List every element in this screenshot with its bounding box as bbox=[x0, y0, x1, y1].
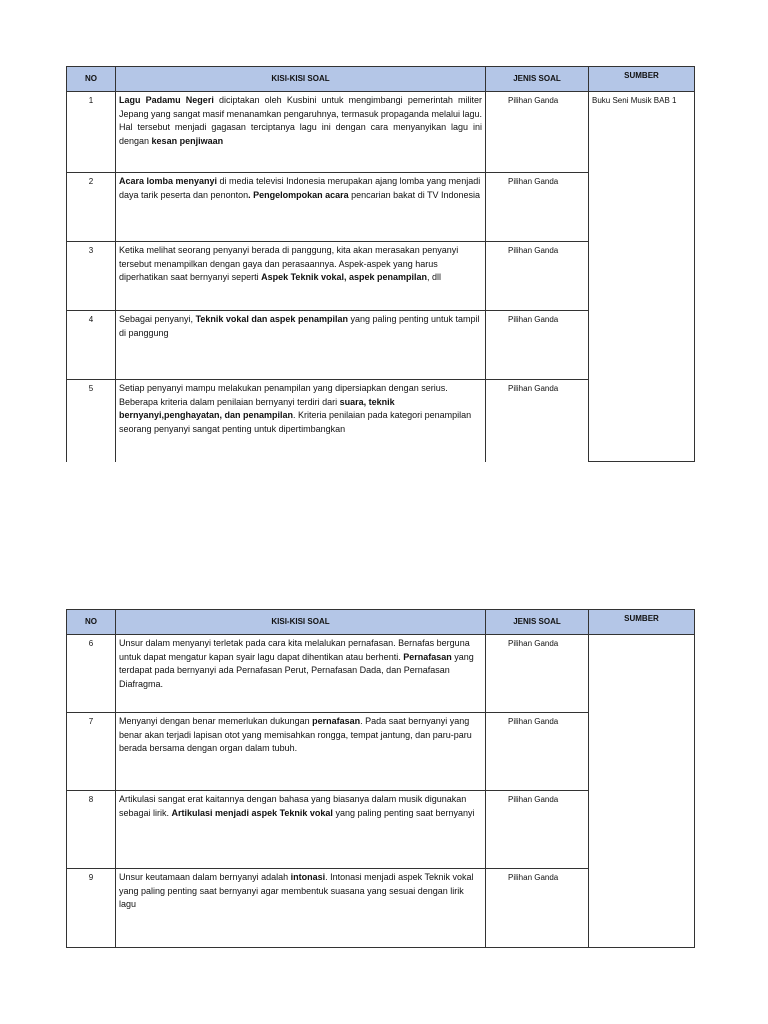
row-question-type: Pilihan Ganda bbox=[486, 173, 589, 242]
row-description bbox=[116, 173, 486, 242]
row-question-type: Pilihan Ganda bbox=[486, 635, 589, 713]
row-number: 9 bbox=[67, 869, 116, 948]
kisi-kisi-table-2 bbox=[66, 609, 695, 948]
text-segment: yang terdapat pada bernyanyi ada Pernafasan Perut, Pernafasan Dada, dan Pernafasan Diafragma. bbox=[119, 651, 474, 689]
bold-text-segment: Pernafasan bbox=[403, 651, 452, 662]
row-description bbox=[116, 380, 486, 462]
bold-text-segment: kesan penjiwaan bbox=[151, 135, 224, 146]
text-segment: Sebagai penyanyi, bbox=[119, 314, 196, 324]
row-description bbox=[116, 713, 486, 791]
row-number: 8 bbox=[67, 791, 116, 869]
row-number: 7 bbox=[67, 713, 116, 791]
bold-text-segment: Acara lomba menyanyi bbox=[119, 176, 218, 186]
row-question-type: Pilihan Ganda bbox=[486, 242, 589, 311]
text-segment: yang paling penting saat bernyanyi bbox=[332, 807, 475, 818]
row-question-type: Pilihan Ganda bbox=[486, 380, 589, 462]
header-kisi-kisi-soal: KISI-KISI SOAL bbox=[116, 67, 486, 92]
row-description bbox=[116, 791, 486, 869]
header-jenis-soal: JENIS SOAL bbox=[486, 67, 589, 92]
header-no: NO bbox=[67, 67, 116, 92]
row-number: 4 bbox=[67, 311, 116, 380]
text-segment: Unsur keutamaan dalam bernyanyi adalah bbox=[119, 872, 291, 882]
header-sumber: SUMBER bbox=[589, 610, 695, 635]
text-segment: Menyanyi dengan benar memerlukan dukungan bbox=[119, 716, 313, 726]
header-jenis-soal: JENIS SOAL bbox=[486, 610, 589, 635]
text-segment: . Intonasi menjadi aspek Teknik vokal yang paling penting saat bernyanyi agar membentuk suasana yang sesuai dengan lirik lagu bbox=[119, 872, 474, 909]
row-question-type: Pilihan Ganda bbox=[486, 713, 589, 791]
sumber-cell bbox=[589, 635, 695, 948]
bold-text-segment: Lagu Padamu Negeri bbox=[119, 95, 214, 105]
row-number: 3 bbox=[67, 242, 116, 311]
bold-text-segment: Artikulasi menjadi aspek Teknik vokal bbox=[171, 807, 333, 818]
table-row bbox=[67, 635, 695, 713]
row-number: 6 bbox=[67, 635, 116, 713]
text-segment: , dll bbox=[427, 272, 442, 282]
row-question-type: Pilihan Ganda bbox=[486, 869, 589, 948]
row-description bbox=[116, 635, 486, 713]
bold-text-segment: Teknik vokal dan aspek penampilan bbox=[195, 314, 348, 324]
row-description bbox=[116, 92, 486, 173]
kisi-kisi-table-1 bbox=[66, 66, 695, 462]
row-number: 2 bbox=[67, 173, 116, 242]
row-question-type: Pilihan Ganda bbox=[486, 92, 589, 173]
bold-text-segment: . Pengelompokan acara bbox=[248, 189, 349, 200]
text-segment: . Pada saat bernyanyi yang benar akan terjadi lapisan otot yang memisahkan rongga, tempat jantung, dan paru-paru berada bersama dengan organ dalam tubuh. bbox=[119, 716, 472, 753]
table-row bbox=[67, 92, 695, 173]
text-segment: pencarian bakat di TV Indonesia bbox=[348, 189, 481, 200]
text-segment: Setiap penyanyi mampu melakukan penampilan yang dipersiapkan dengan serius. Beberapa kriteria dalam penilaian bernyanyi terdiri dari bbox=[119, 383, 448, 407]
header-no: NO bbox=[67, 610, 116, 635]
bold-text-segment: suara, teknik bernyanyi,penghayatan, dan penampilan bbox=[119, 396, 395, 420]
row-question-type: Pilihan Ganda bbox=[486, 311, 589, 380]
text-segment: . Kriteria penilaian pada kategori penampilan seorang penyanyi sangat penting untuk dipertimbangkan bbox=[119, 410, 472, 434]
text-segment: Unsur dalam menyanyi terletak pada cara kita melalukan pernafasan. Bernafas berguna untuk dapat mengatur kapan syair lagu dapat dihentikan atau berhenti. bbox=[119, 638, 470, 662]
row-description bbox=[116, 311, 486, 380]
header-sumber: SUMBER bbox=[589, 67, 695, 92]
bold-text-segment: pernafasan bbox=[312, 716, 361, 726]
bold-text-segment: Aspek Teknik vokal, aspek penampilan bbox=[261, 272, 427, 282]
text-segment: Ketika melihat seorang penyanyi berada di panggung, kita akan merasakan penyanyi tersebut menampilkan dengan gaya dan perasaannya. Aspek-aspek yang harus diperhatikan saat bernyanyi seperti bbox=[119, 245, 459, 282]
row-description bbox=[116, 869, 486, 948]
text-segment: di media televisi Indonesia merupakan ajang lomba yang menjadi daya tarik peserta dan penonton bbox=[119, 176, 481, 200]
text-segment: yang paling penting untuk tampil di panggung bbox=[119, 314, 480, 338]
text-segment: Artikulasi sangat erat kaitannya dengan bahasa yang biasanya dalam musik digunakan sebagai lirik. bbox=[119, 794, 467, 818]
row-question-type: Pilihan Ganda bbox=[486, 791, 589, 869]
header-kisi-kisi-soal: KISI-KISI SOAL bbox=[116, 610, 486, 635]
text-segment: diciptakan oleh Kusbini untuk mengimbangi pemerintah militer Jepang yang sangat masif menanamkan pengaruhnya, termasuk propaganda melalui lagu. Hal tersebut menjadi gagasan terciptanya lagu ini dengan cara menyanyikan lagu ini dengan bbox=[119, 95, 482, 146]
row-number: 1 bbox=[67, 92, 116, 173]
row-description bbox=[116, 242, 486, 311]
sumber-cell: Buku Seni Musik BAB 1 bbox=[589, 92, 695, 462]
bold-text-segment: intonasi bbox=[290, 872, 326, 882]
row-number: 5 bbox=[67, 380, 116, 462]
